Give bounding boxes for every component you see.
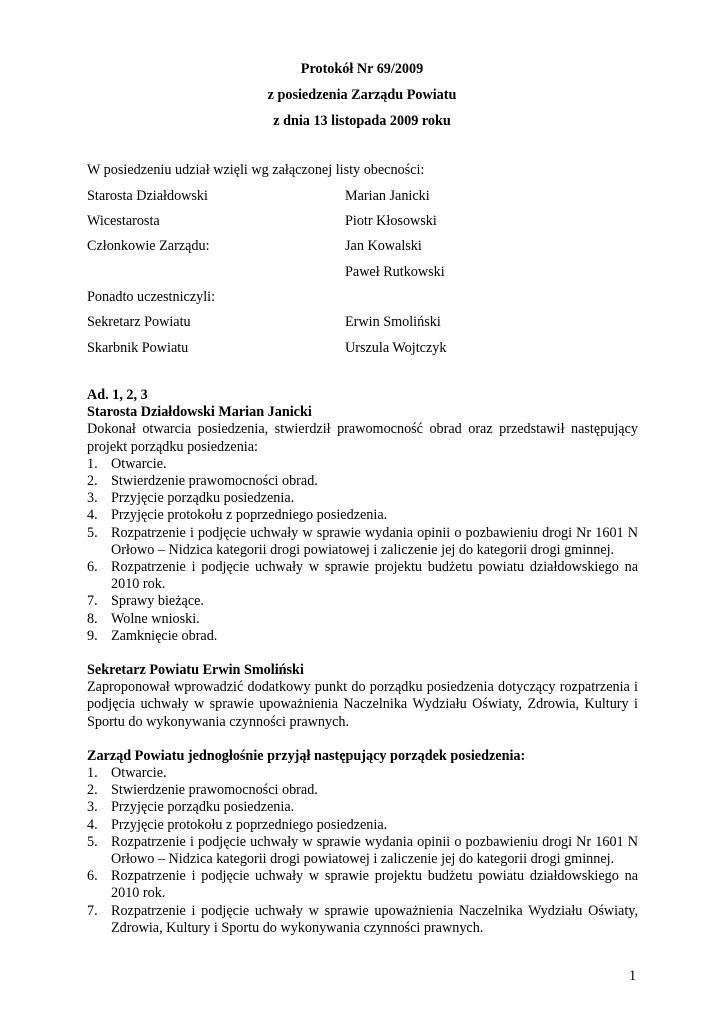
- paragraph: Zaproponował wprowadzić dodatkowy punkt do porządku posiedzenia dotyczący rozpatrzenia i podjęcia uchwały w sprawie upoważnienia Naczelnika Wydziału Oświaty, Zdrowia, Kultury i Sportu do wykonywania czynności prawnych.: [87, 679, 638, 730]
- attendance-name: Piotr Kłosowski: [345, 213, 437, 229]
- agenda-list-draft: [87, 456, 638, 645]
- attendance-role: Skarbnik Powiatu: [87, 340, 189, 356]
- resolution-heading: Zarząd Powiatu jednogłośnie przyjął następujący porządek posiedzenia:: [87, 747, 526, 764]
- section-ad-heading: Ad. 1, 2, 3: [87, 387, 148, 403]
- list-item: 2. Stwierdzenie prawomocności obrad.: [87, 782, 318, 799]
- main-content: [87, 387, 638, 937]
- paragraph: Dokonał otwarcia posiedzenia, stwierdził prawomocność obrad oraz przedstawił następujący projekt porządku posiedzenia:: [87, 421, 638, 455]
- list-item: 9. Zamknięcie obrad.: [87, 627, 218, 644]
- list-item: 5. Rozpatrzenie i podjęcie uchwały w sprawie wydania opinii o pozbawieniu drogi Nr 1601 N Orłowo – Nidzica kategorii drogi powiatowej i zaliczenie jej do kategorii drogi gminnej.: [87, 524, 638, 558]
- attendance-name: Urszula Wojtczyk: [345, 340, 447, 356]
- list-item: 1. Otwarcie.: [87, 455, 167, 472]
- agenda-list-adopted: [87, 765, 638, 937]
- attendance-intro: W posiedzeniu udział wzięli wg załączonej listy obecności:: [87, 162, 425, 178]
- also-present-label: Ponadto uczestniczyli:: [87, 289, 216, 305]
- attendance-role: Sekretarz Powiatu: [87, 314, 191, 330]
- attendance-name: Erwin Smoliński: [345, 314, 441, 330]
- list-item: 3. Przyjęcie porządku posiedzenia.: [87, 490, 295, 507]
- list-item: 1. Otwarcie.: [87, 765, 167, 782]
- attendance-name: Paweł Rutkowski: [345, 264, 445, 280]
- list-item: 5. Rozpatrzenie i podjęcie uchwały w sprawie wydania opinii o pozbawieniu drogi Nr 1601 N Orłowo – Nidzica kategorii drogi powiatowej i zaliczenie jej do kategorii drogi gminnej.: [87, 833, 638, 868]
- page-number: 1: [629, 968, 637, 984]
- attendance-role: Członkowie Zarządu:: [87, 238, 210, 254]
- speaker-heading: Starosta Działdowski Marian Janicki: [87, 404, 312, 421]
- list-item: 6. Rozpatrzenie i podjęcie uchwały w sprawie projektu budżetu powiatu działdowskiego na 2010 rok.: [87, 868, 638, 902]
- document-title: Protokół Nr 69/2009: [300, 61, 424, 77]
- attendance-role: Starosta Działdowski: [87, 188, 208, 204]
- speaker-heading: Sekretarz Powiatu Erwin Smoliński: [87, 662, 304, 679]
- document-subtitle: z posiedzenia Zarządu Powiatu: [267, 87, 457, 103]
- list-item: 6. Rozpatrzenie i podjęcie uchwały w sprawie projektu budżetu powiatu działdowskiego na 2010 rok.: [87, 559, 638, 593]
- list-item: 8. Wolne wnioski.: [87, 610, 200, 627]
- attendance-name: Jan Kowalski: [345, 238, 422, 254]
- list-item: 4. Przyjęcie protokołu z poprzedniego posiedzenia.: [87, 816, 388, 833]
- list-item: 4. Przyjęcie protokołu z poprzedniego posiedzenia.: [87, 507, 388, 524]
- attendance-role: Wicestarosta: [87, 213, 160, 229]
- document-date: z dnia 13 listopada 2009 roku: [273, 113, 451, 129]
- list-item: 3. Przyjęcie porządku posiedzenia.: [87, 799, 295, 816]
- list-item: 2. Stwierdzenie prawomocności obrad.: [87, 473, 318, 490]
- list-item: 7. Rozpatrzenie i podjęcie uchwały w sprawie upoważnienia Naczelnika Wydziału Oświaty, Zdrowia, Kultury i Sportu do wykonywania czynności prawnych.: [87, 902, 638, 936]
- list-item: 7. Sprawy bieżące.: [87, 593, 204, 610]
- attendance-name: Marian Janicki: [345, 188, 430, 204]
